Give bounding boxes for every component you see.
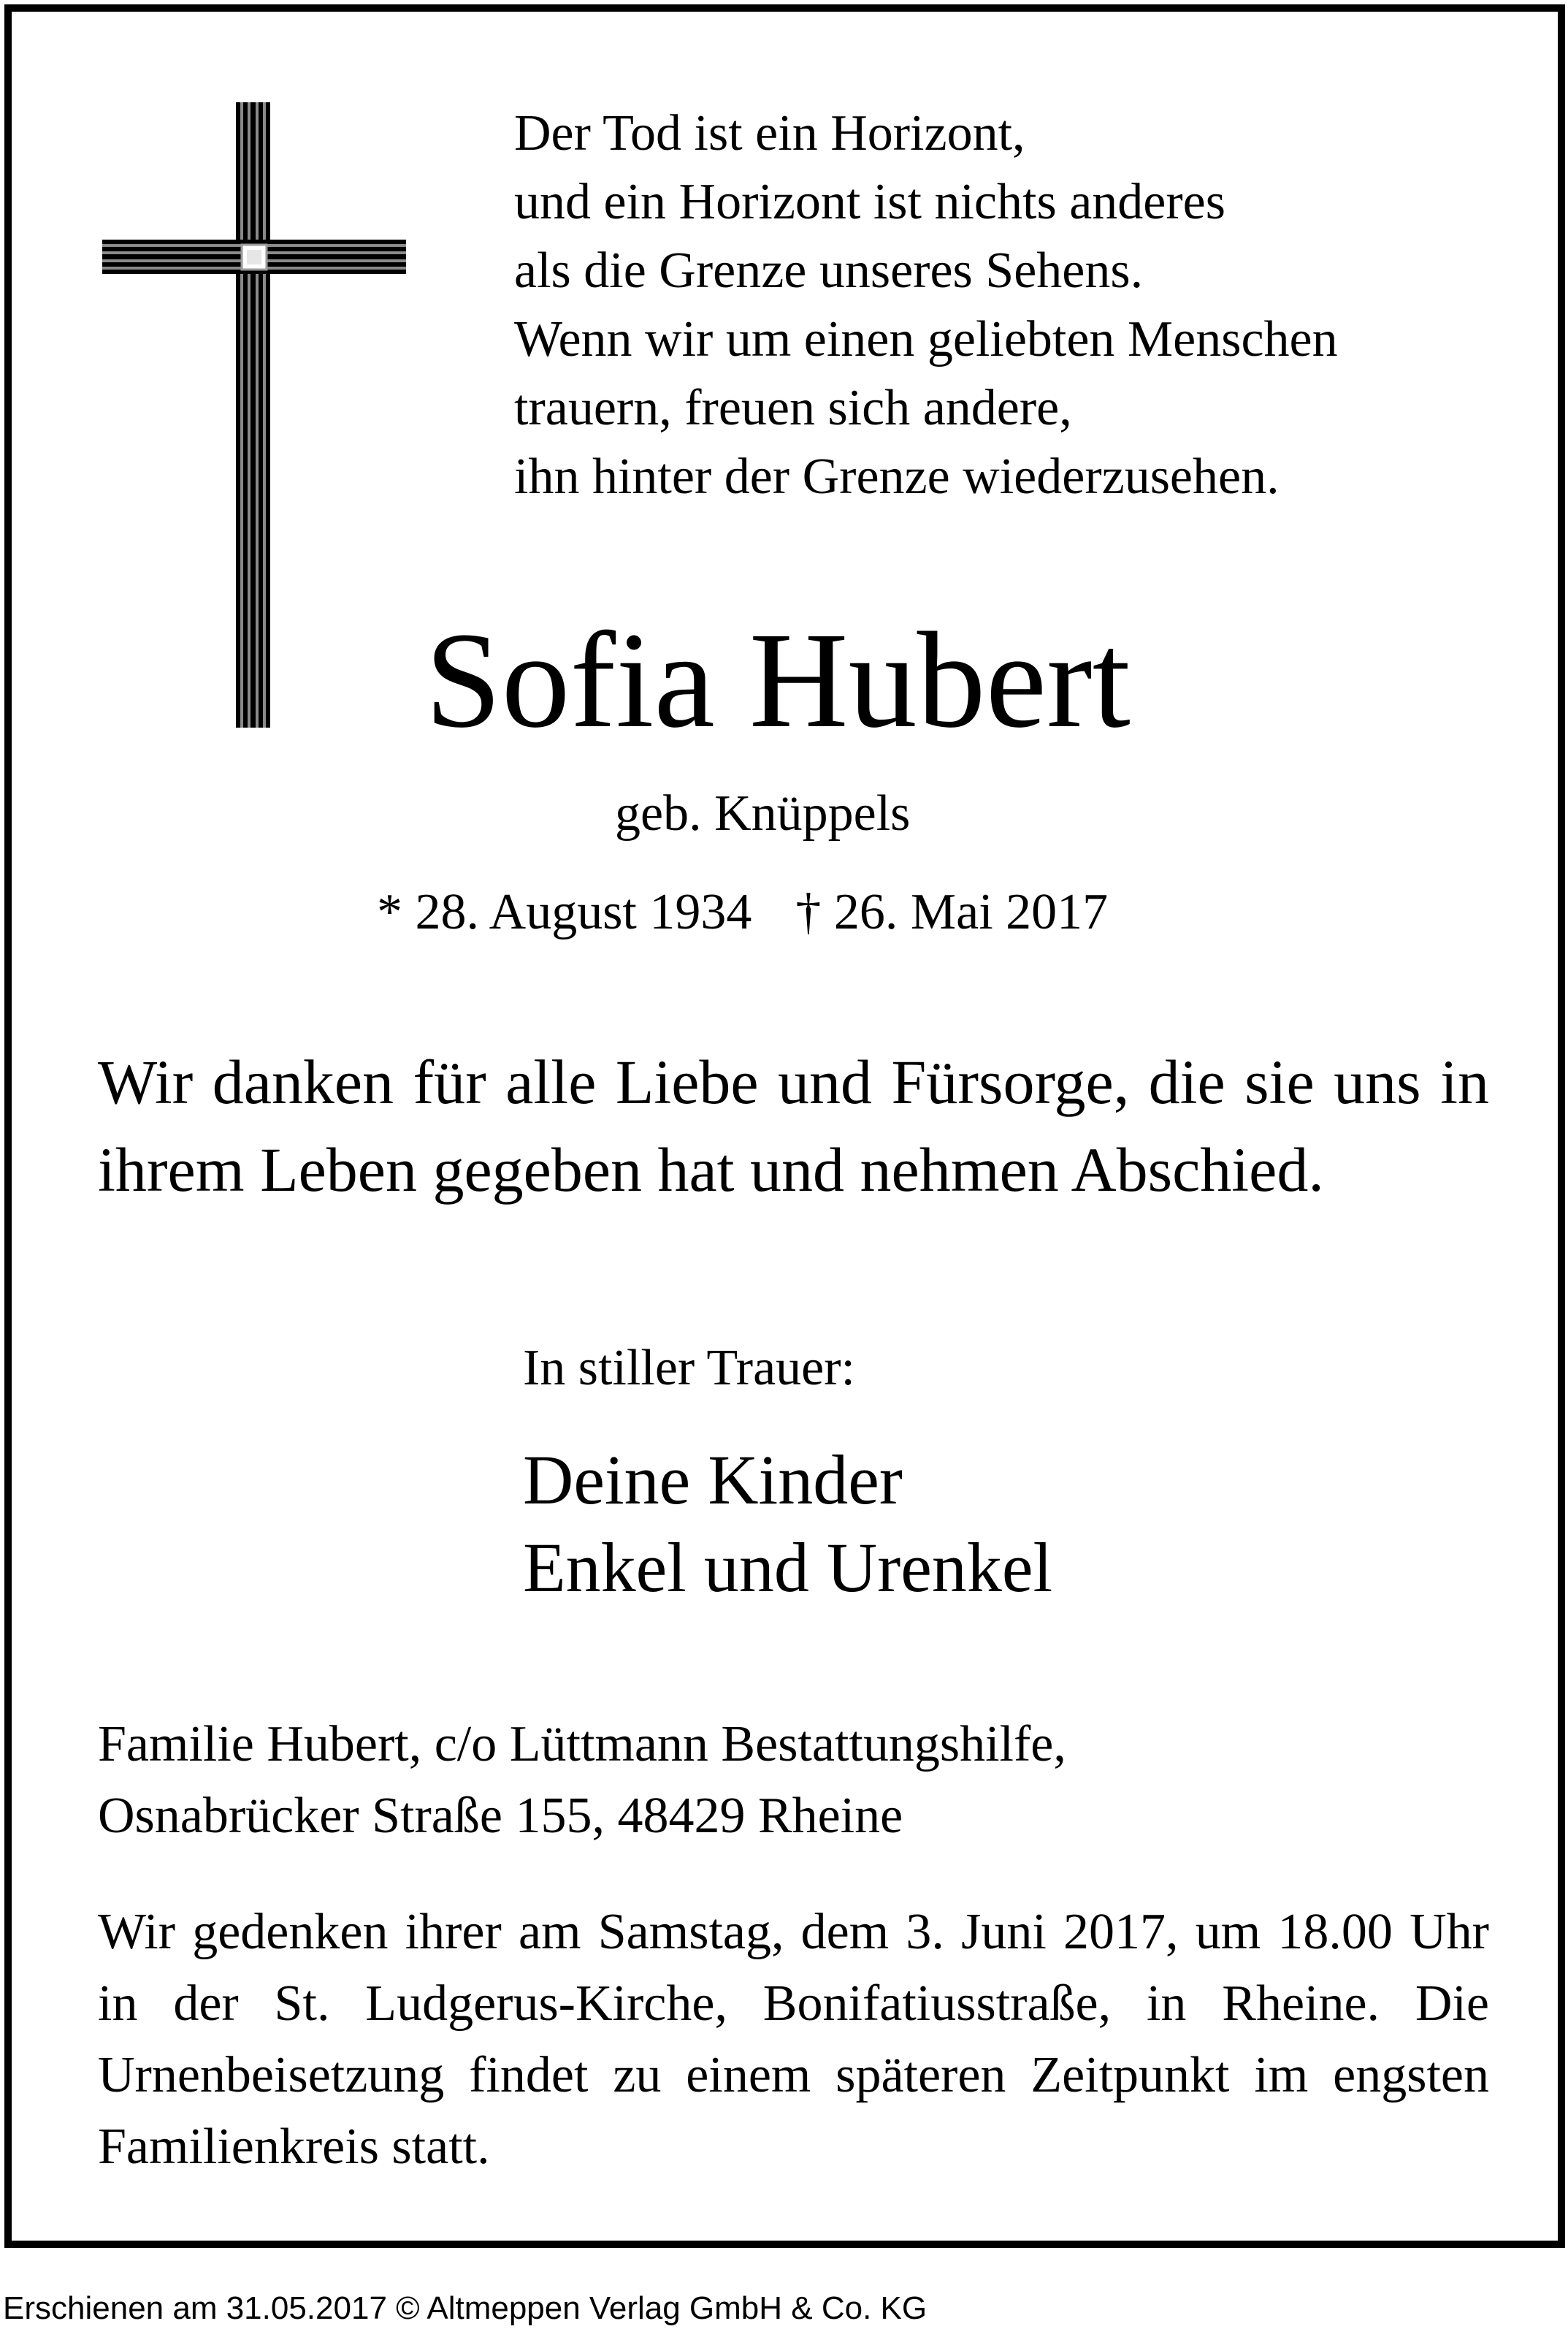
mourners-list <box>523 1436 1052 1612</box>
publication-footer: Erschienen am 31.05.2017 © Altmeppen Verlag GmbH & Co. KG <box>3 2290 928 2326</box>
death-date: † 26. Mai 2017 <box>795 884 1109 940</box>
life-dates <box>377 880 1108 945</box>
mourner-line: Enkel und Urenkel <box>523 1528 1053 1606</box>
poem-line: trauern, freuen sich andere, <box>514 380 1072 436</box>
deceased-name: Sofia Hubert <box>425 603 1131 756</box>
service-text: Wir gedenken ihrer am Samstag, dem 3. Juni 2017, um 18.00 Uhr in der St. Ludgerus-Kirche, Bonifatiusstraße, in Rheine. Die Urnenbeisetzung findet zu einem späteren Zeitpunkt im engsten Familienkreis statt. <box>98 1904 1489 2175</box>
poem-line: als die Grenze unseres Sehens. <box>514 243 1144 299</box>
poem-line: und ein Horizont ist nichts anderes <box>514 174 1225 230</box>
mourner-line: Deine Kinder <box>523 1441 903 1519</box>
thanks-text: Wir danken für alle Liebe und Fürsorge, die sie uns in ihrem Leben gegeben hat und nehmen Abschied. <box>98 1047 1489 1205</box>
address-line: Familie Hubert, c/o Lüttmann Bestattungshilfe, <box>98 1716 1066 1772</box>
birth-name: geb. Knüppels <box>615 785 911 842</box>
contact-address <box>98 1709 1066 1852</box>
obituary-frame <box>4 4 1565 2248</box>
birth-date: * 28. August 1934 <box>377 884 752 940</box>
address-line: Osnabrücker Straße 155, 48429 Rheine <box>98 1788 903 1844</box>
poem <box>514 99 1338 511</box>
mourning-intro: In stiller Trauer: <box>523 1340 855 1396</box>
poem-line: Der Tod ist ein Horizont, <box>514 105 1025 161</box>
poem-line: ihn hinter der Grenze wiederzusehen. <box>514 449 1280 505</box>
poem-line: Wenn wir um einen geliebten Menschen <box>514 311 1338 367</box>
cross-icon <box>93 94 415 736</box>
